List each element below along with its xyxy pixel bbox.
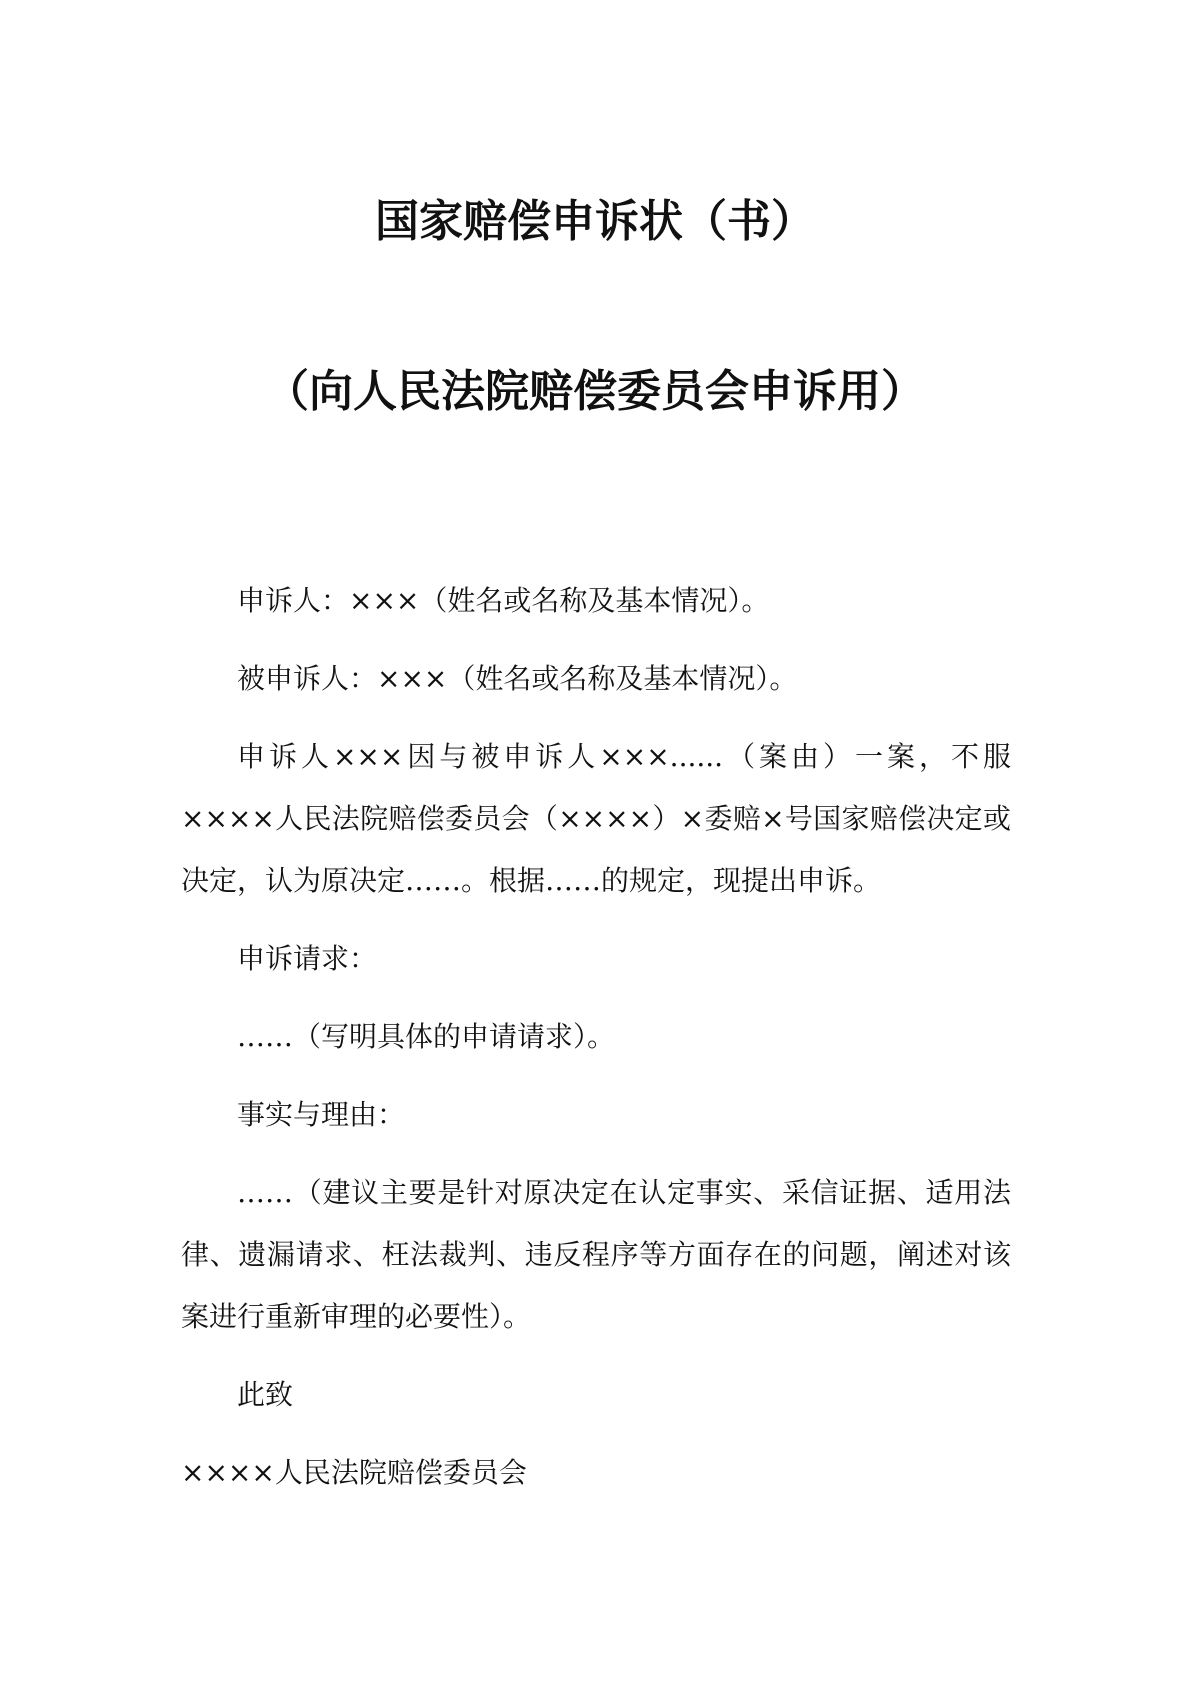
facts-heading: 事实与理由：	[237, 1098, 406, 1131]
recipient: ××××人民法院赔偿委员会	[181, 1456, 527, 1489]
salutation: 此致	[237, 1378, 294, 1411]
request-heading: 申诉请求：	[237, 942, 378, 975]
document-body	[181, 570, 1011, 1520]
respondent-line: 被申诉人：×××（姓名或名称及基本情况）。	[237, 662, 798, 695]
case-intro-paragraph: 申诉人×××因与被申诉人×××......（案由）一案，不服××××人民法院赔偿委员会（××××）×委赔×号国家赔偿决定或决定，认为原决定……。根据……的规定，现提出申诉。	[181, 740, 1011, 897]
document-title: 国家赔偿申诉状（书）	[375, 196, 815, 247]
facts-body: ……（建议主要是针对原决定在认定事实、采信证据、适用法律、遗漏请求、枉法裁判、违反程序等方面存在的问题，阐述对该案进行重新审理的必要性）。	[181, 1176, 1011, 1333]
document-subtitle: （向人民法院赔偿委员会申诉用）	[265, 366, 925, 417]
appellant-line: 申诉人：×××（姓名或名称及基本情况）。	[237, 584, 770, 617]
request-body: ……（写明具体的申请请求）。	[237, 1020, 616, 1053]
